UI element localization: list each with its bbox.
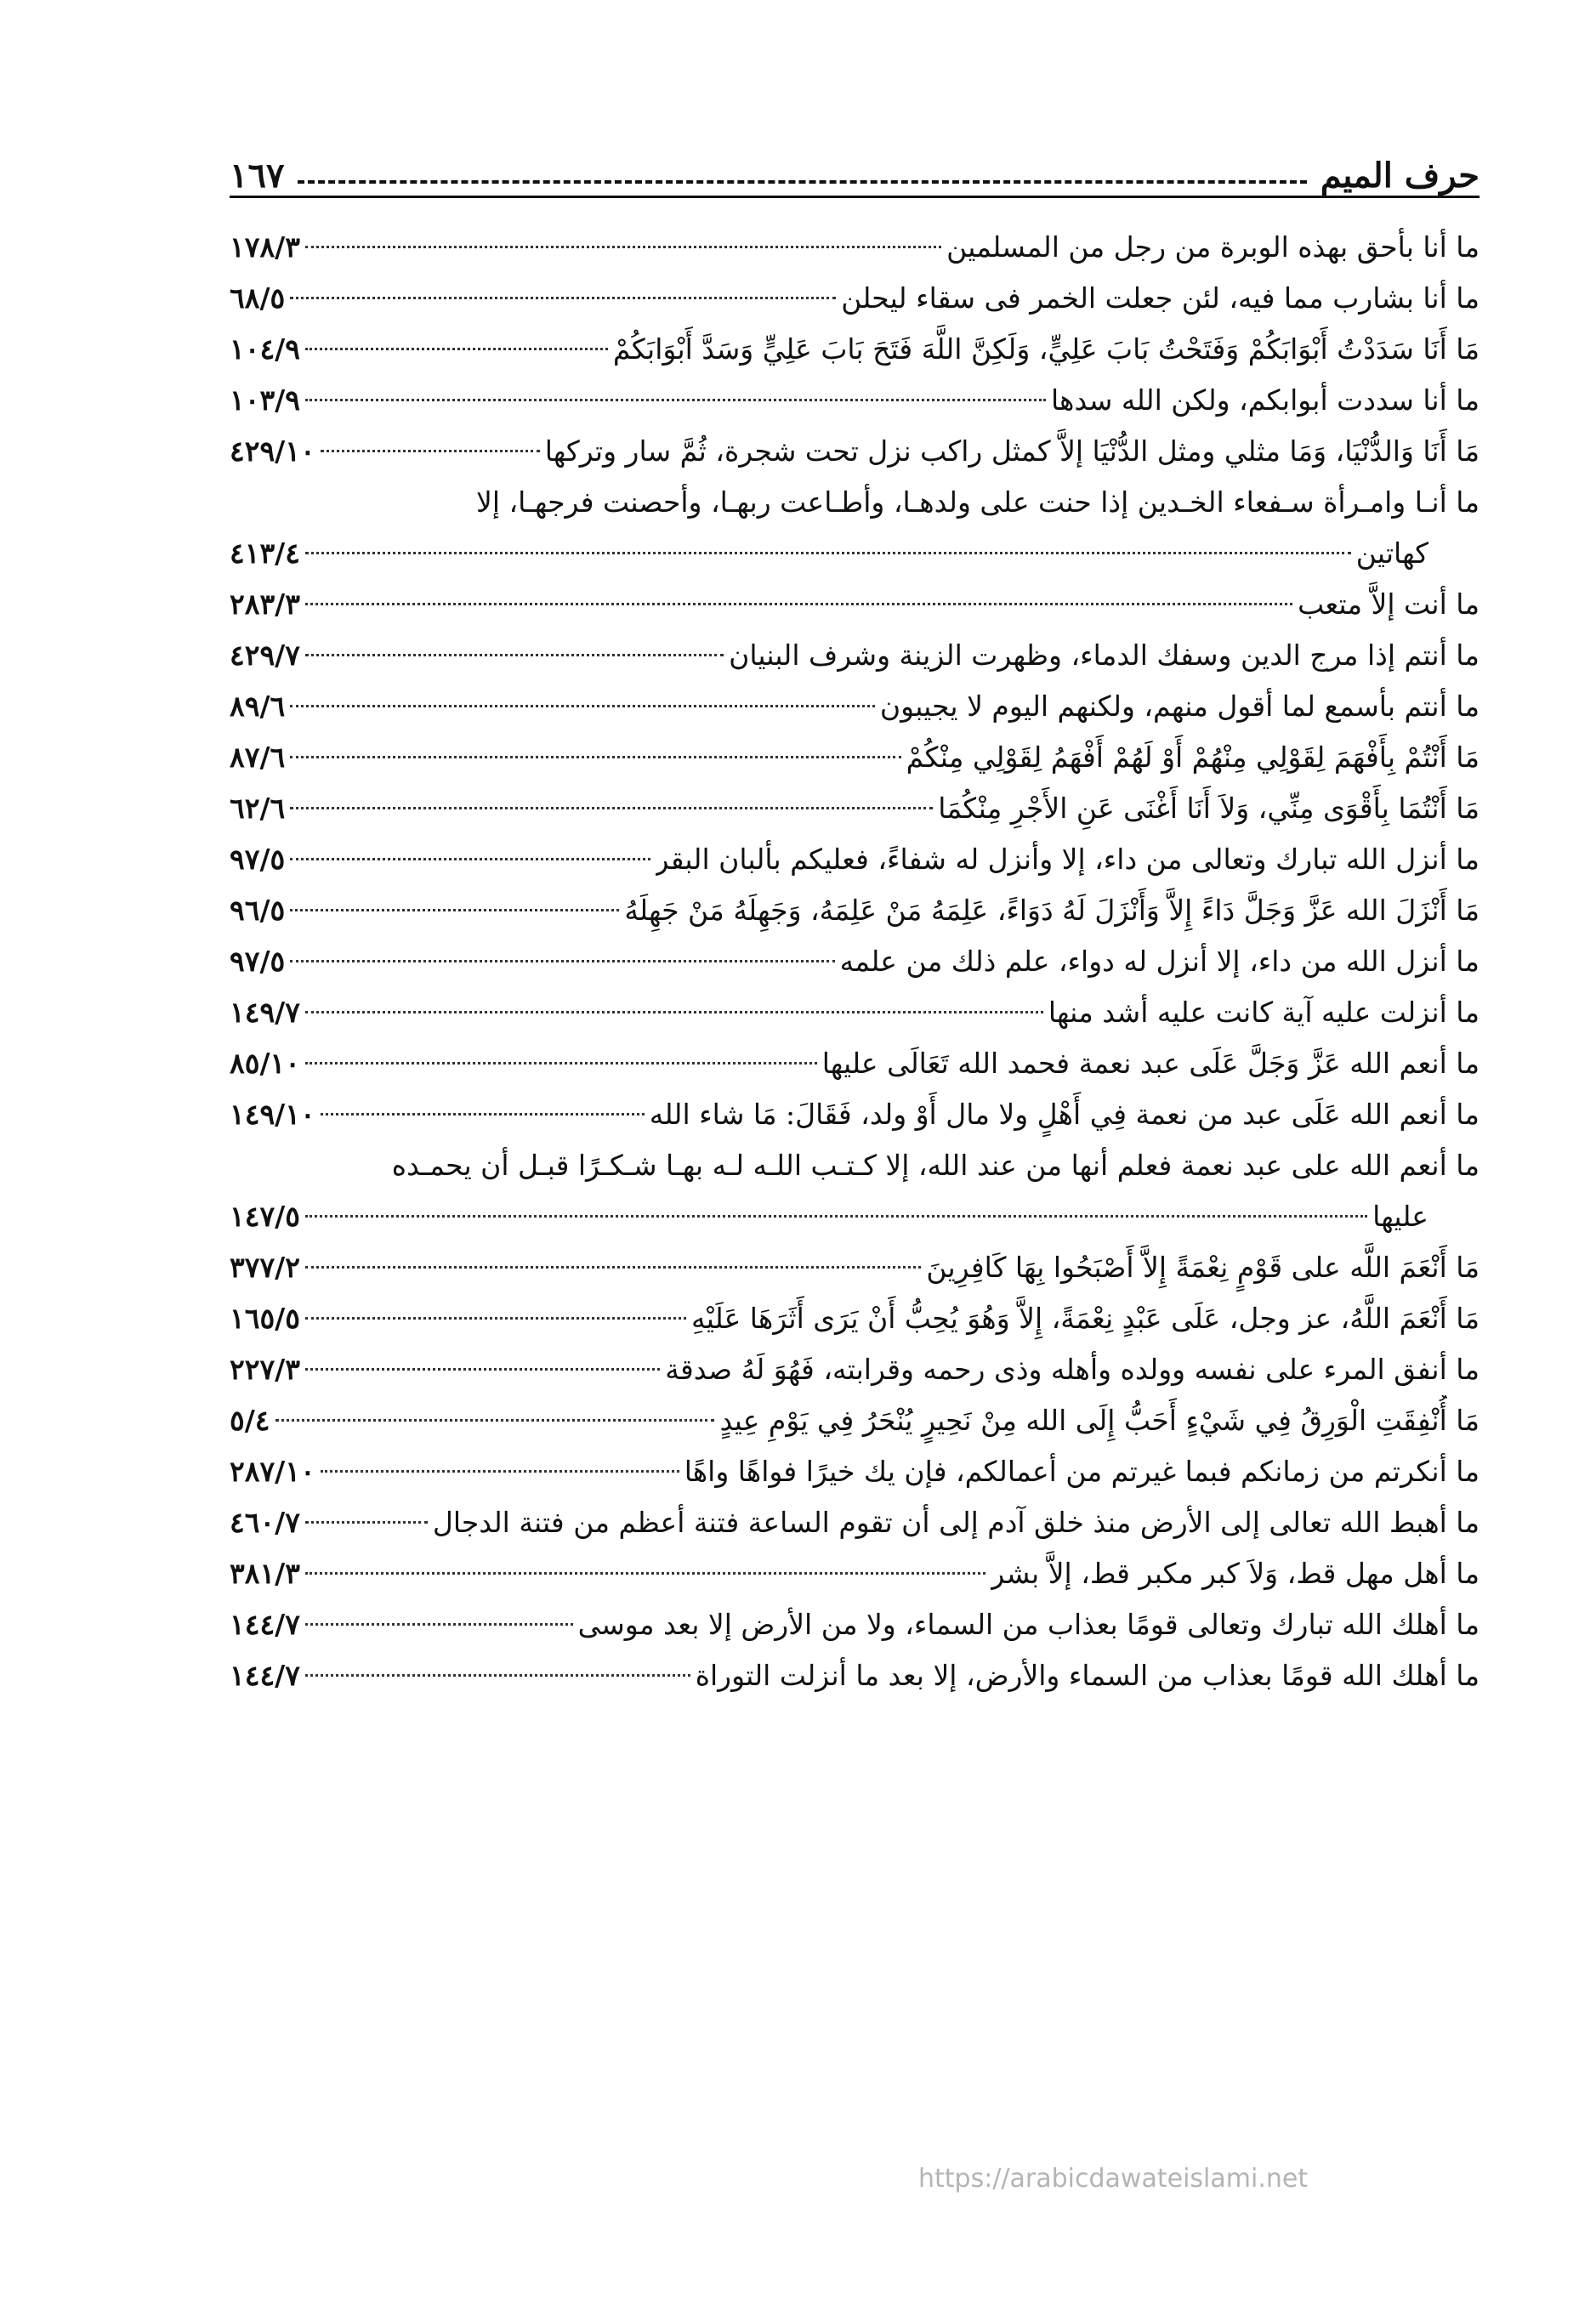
volume-page-ref: ٩٧/٥ [230, 945, 286, 978]
page-header [230, 145, 1480, 198]
index-entry [230, 681, 1480, 732]
entry-text: ما أنتم بأسمع لما أقول منهم، ولكنهم اليوم لا يجيبون [879, 690, 1480, 723]
dot-leader [305, 552, 1351, 554]
volume-page-ref: ٩٦/٥ [230, 894, 286, 927]
book-page [230, 145, 1480, 1701]
entry-text: مَا أَنَا سَدَدْتُ أَبْوَابَكُمْ وَفَتَحْتُ بَابَ عَلِيٍّ، وَلَكِنَّ اللَّهَ فَتَحَ بَابَ عَلِيٍّ وَسَدَّ أَبْوَابَكُمْ [612, 332, 1480, 366]
entry-text: ما أنا بأحق بهذه الوبرة من رجل من المسلمين [946, 230, 1480, 264]
volume-page-ref: ٤٢٩/٧ [230, 639, 300, 672]
volume-page-ref: ٦٨/٥ [230, 281, 286, 315]
dot-leader [305, 1674, 690, 1677]
volume-page-ref: ٨٥/١٠ [230, 1047, 300, 1080]
watermark-url: https://arabicdawateislami.net [918, 2164, 1309, 2194]
dot-leader [305, 348, 608, 350]
entry-continuation [230, 1191, 1480, 1242]
volume-page-ref: ٢٨٧/١٠ [230, 1455, 315, 1488]
index-entry [230, 1038, 1480, 1089]
volume-page-ref: ١٤٩/٧ [230, 996, 300, 1029]
entry-text: مَا أَنْزَلَ الله عَزَّ وَجَلَّ دَاءً إِلاَّ وَأَنْزَلَ لَهُ دَوَاءً، عَلِمَهُ مَنْ عَلِمَهُ، وَجَهِلَهُ مَنْ جَهِلَهُ [624, 894, 1480, 927]
header-dashed-rule [298, 180, 1306, 184]
index-entry [230, 579, 1480, 630]
dot-leader [305, 1368, 660, 1371]
index-entry [230, 885, 1480, 936]
dot-leader [305, 1062, 817, 1064]
index-entry [230, 1242, 1480, 1293]
entry-text: ما أنعم الله على عبد نعمة فعلم أنها من عند الله، إلا كـتـب اللـه لـه بهـا شـكـرًا قبـل أن يحمـده [391, 1149, 1480, 1182]
index-entry [230, 732, 1480, 783]
entry-text: ما أنعم الله عَلَى عبد من نعمة فِي أَهْلٍ ولا مال أَوْ ولد، فَقَالَ: مَا شاء الله [649, 1098, 1480, 1131]
dot-leader [305, 1317, 686, 1320]
dot-leader [290, 960, 834, 962]
volume-page-ref: ٢٢٧/٣ [230, 1353, 300, 1386]
dot-leader [290, 297, 836, 299]
index-entry [230, 1395, 1480, 1446]
dot-leader [321, 450, 540, 452]
entry-text: مَا أَنَا وَالدُّنْيَا، وَمَا مثلي ومثل الدُّنْيَا إلاَّ كمثل راكب نزل تحت شجرة، ثُمَّ سار وتركها [544, 434, 1480, 468]
entry-text-continued: كهاتين [1355, 537, 1428, 570]
volume-page-ref: ٤٦٠/٧ [230, 1506, 300, 1539]
hadith-index-list [230, 222, 1480, 1701]
dot-leader [290, 705, 875, 707]
entry-text: ما أهلك الله قومًا بعذاب من السماء والأرض، إلا بعد ما أنزلت التوراة [695, 1659, 1480, 1692]
index-entry [230, 375, 1480, 426]
index-entry [230, 1650, 1480, 1701]
volume-page-ref: ٣٧٧/٢ [230, 1251, 300, 1284]
dot-leader [290, 807, 933, 809]
entry-text: ما أهل مهل قط، وَلاَ كبر مكبر قط، إلاَّ بشر [991, 1557, 1480, 1590]
volume-page-ref: ٣٨١/٣ [230, 1557, 300, 1590]
volume-page-ref: ٢٨٣/٣ [230, 588, 300, 621]
entry-text: ما أنزلت عليه آية كانت عليه أشد منها [1048, 996, 1480, 1029]
volume-page-ref: ٩٧/٥ [230, 843, 286, 876]
entry-text: ما أهلك الله تبارك وتعالى قومًا بعذاب من السماء، ولا من الأرض إلا بعد موسى [577, 1608, 1480, 1641]
entry-text: ما أهبط الله تعالى إلى الأرض منذ خلق آدم إلى أن تقوم الساعة فتنة أعظم من فتنة الدجال [432, 1506, 1480, 1539]
index-entry [230, 783, 1480, 834]
entry-text: ما أنكرتم من زمانكم فبما غيرتم من أعمالكم، فإن يك خيرًا فواهًا واهًا [684, 1455, 1480, 1488]
volume-page-ref: ١٤٤/٧ [230, 1608, 300, 1641]
entry-text: ما أنا سددت أبوابكم، ولكن الله سدها [1050, 383, 1480, 417]
volume-page-ref: ٥/٤ [230, 1404, 270, 1437]
index-entry [230, 987, 1480, 1038]
entry-text: مَا أُنْفِقَتِ الْوَرِقُ فِي شَيْءٍ أَحَبُّ إِلَى الله مِنْ نَحِيرٍ يُنْحَرُ فِي يَوْمِ عِيدٍ [719, 1404, 1480, 1437]
index-entry [230, 273, 1480, 324]
dot-leader [321, 1113, 645, 1116]
index-entry [230, 1293, 1480, 1344]
index-entry [230, 1089, 1480, 1140]
chapter-title: حرف الميم [1320, 156, 1480, 196]
entry-text: ما أنزل الله من داء، إلا أنزل له دواء، علم ذلك من علمه [839, 945, 1480, 978]
entry-text: ما أنزل الله تبارك وتعالى من داء، إلا وأنزل له شفاءً، فعليكم بألبان البقر [655, 843, 1480, 876]
volume-page-ref: ٦٢/٦ [230, 792, 286, 825]
index-entry [230, 1548, 1480, 1599]
volume-page-ref: ٨٧/٦ [230, 741, 286, 774]
index-entry [230, 426, 1480, 477]
dot-leader [275, 1419, 715, 1422]
dot-leader [305, 1215, 1367, 1218]
volume-page-ref: ١٤٧/٥ [230, 1200, 300, 1233]
dot-leader [321, 1470, 679, 1473]
index-entry [230, 834, 1480, 885]
dot-leader [305, 1572, 985, 1575]
index-entry [230, 324, 1480, 375]
dot-leader [305, 603, 1292, 605]
entry-text: ما أنعم الله عَزَّ وَجَلَّ عَلَى عبد نعمة فحمد الله تَعَالَى عليها [821, 1047, 1480, 1080]
dot-leader [290, 909, 619, 911]
dot-leader [290, 756, 900, 758]
dot-leader [290, 858, 650, 860]
index-entry [230, 630, 1480, 681]
dot-leader [305, 246, 941, 248]
dot-leader [305, 1521, 428, 1524]
volume-page-ref: ١٤٩/١٠ [230, 1098, 315, 1131]
volume-page-ref: ٤١٣/٤ [230, 537, 300, 570]
volume-page-ref: ١٤٤/٧ [230, 1659, 300, 1692]
index-entry [230, 477, 1480, 579]
dot-leader [305, 1266, 921, 1269]
entry-text: ما أنـا وامـرأة سـفعاء الخـدين إذا حنت على ولدهـا، وأطـاعت ربهـا، وأحصنت فرجهـا، إلا [476, 485, 1480, 519]
entry-text: ما أنا بشارب مما فيه، لئن جعلت الخمر فى سقاء ليحلن [841, 281, 1480, 315]
index-entry [230, 222, 1480, 273]
entry-text: ما أنتم إذا مرج الدين وسفك الدماء، وظهرت الزينة وشرف البنيان [729, 639, 1480, 672]
volume-page-ref: ١٧٨/٣ [230, 230, 300, 264]
volume-page-ref: ٨٩/٦ [230, 690, 286, 723]
volume-page-ref: ١٠٤/٩ [230, 332, 300, 366]
dot-leader [305, 1011, 1043, 1013]
volume-page-ref: ١٠٣/٩ [230, 383, 300, 417]
entry-text: مَا أَنْتُمْ بِأَفْهَمَ لِقَوْلِي مِنْهُمْ أَوْ لَهُمْ أَفْهَمُ لِقَوْلِي مِنْكُمْ [906, 741, 1480, 774]
entry-text: مَا أَنْعَمَ اللَّهُ، عز وجل، عَلَى عَبْدٍ نِعْمَةً، إِلاَّ وَهُوَ يُحِبُّ أَنْ يَرَى أَثَرَهَا عَلَيْهِ [691, 1302, 1480, 1335]
volume-page-ref: ٤٢٩/١٠ [230, 434, 315, 468]
dot-leader [305, 399, 1046, 401]
index-entry [230, 1446, 1480, 1497]
entry-text-continued: عليها [1372, 1200, 1428, 1233]
entry-text: ما أنفق المرء على نفسه وولده وأهله وذى رحمه وقرابته، فَهُوَ لَهُ صدقة [665, 1353, 1480, 1386]
page-number: ١٦٧ [230, 156, 285, 196]
entry-text: ما أنت إلاَّ متعب [1298, 588, 1480, 621]
index-entry [230, 1140, 1480, 1242]
entry-continuation [230, 528, 1480, 579]
entry-text: مَا أَنْتُمَا بِأَقْوَى مِنِّي، وَلاَ أَنَا أَغْنَى عَنِ الأَجْرِ مِنْكُمَا [938, 792, 1480, 825]
dot-leader [305, 1623, 573, 1626]
dot-leader [305, 654, 724, 656]
index-entry [230, 1599, 1480, 1650]
index-entry [230, 1497, 1480, 1548]
index-entry [230, 936, 1480, 987]
entry-text: مَا أَنْعَمَ اللَّه على قَوْمٍ نِعْمَةً إِلاَّ أَصْبَحُوا بِهَا كَافِرِينَ [926, 1251, 1480, 1284]
index-entry [230, 1344, 1480, 1395]
volume-page-ref: ١٦٥/٥ [230, 1302, 300, 1335]
